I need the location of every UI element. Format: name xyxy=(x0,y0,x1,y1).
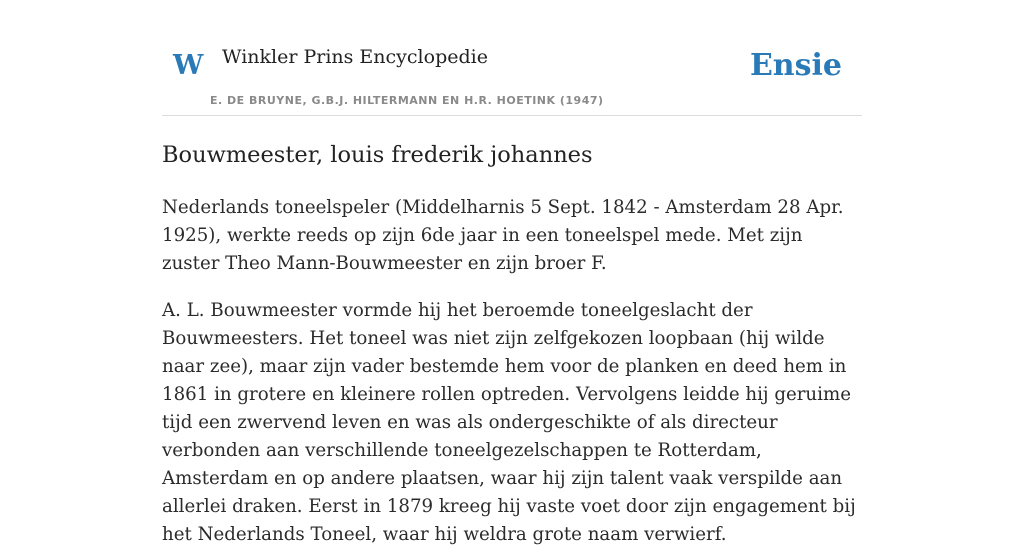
header xyxy=(162,0,862,116)
book-title[interactable]: Winkler Prins Encyclopedie xyxy=(222,46,488,68)
book-authors: E. DE BRUYNE, G.B.J. HILTERMANN EN H.R. HOETINK (1947) xyxy=(210,94,604,107)
winkler-prins-logo[interactable]: W xyxy=(173,50,204,81)
article-paragraph-1: Nederlands toneelspeler (Middelharnis 5 Sept. 1842 - Amsterdam 28 Apr. 1925), werkte reeds op zijn 6de jaar in een toneelspel mede. Met zijn zuster Theo Mann-Bouwmeester en zijn broer F. xyxy=(162,197,844,274)
article-title: Bouwmeester, louis frederik johannes xyxy=(162,142,593,168)
article-paragraph-2: A. L. Bouwmeester vormde hij het beroemde toneelgeslacht der Bouwmeesters. Het toneel was niet zijn zelfgekozen loopbaan (hij wilde naar zee), maar zijn vader bestemde hem voor de planken en deed hem in 1861 in grotere en kleinere rollen optreden. Vervolgens leidde hij geruime tijd een zwervend leven en was als ondergeschikte of als directeur verbonden aan verschillende toneelgezelschappen te Rotterdam, Amsterdam en op andere plaatsen, waar hij zijn talent vaak verspilde aan allerlei draken. Eerst in 1879 kreeg hij vaste voet door zijn engagement bij het Nederlands Toneel, waar hij weldra grote naam verwierf. xyxy=(162,300,856,545)
page xyxy=(162,0,862,549)
ensie-logo[interactable]: Ensie xyxy=(749,48,842,83)
